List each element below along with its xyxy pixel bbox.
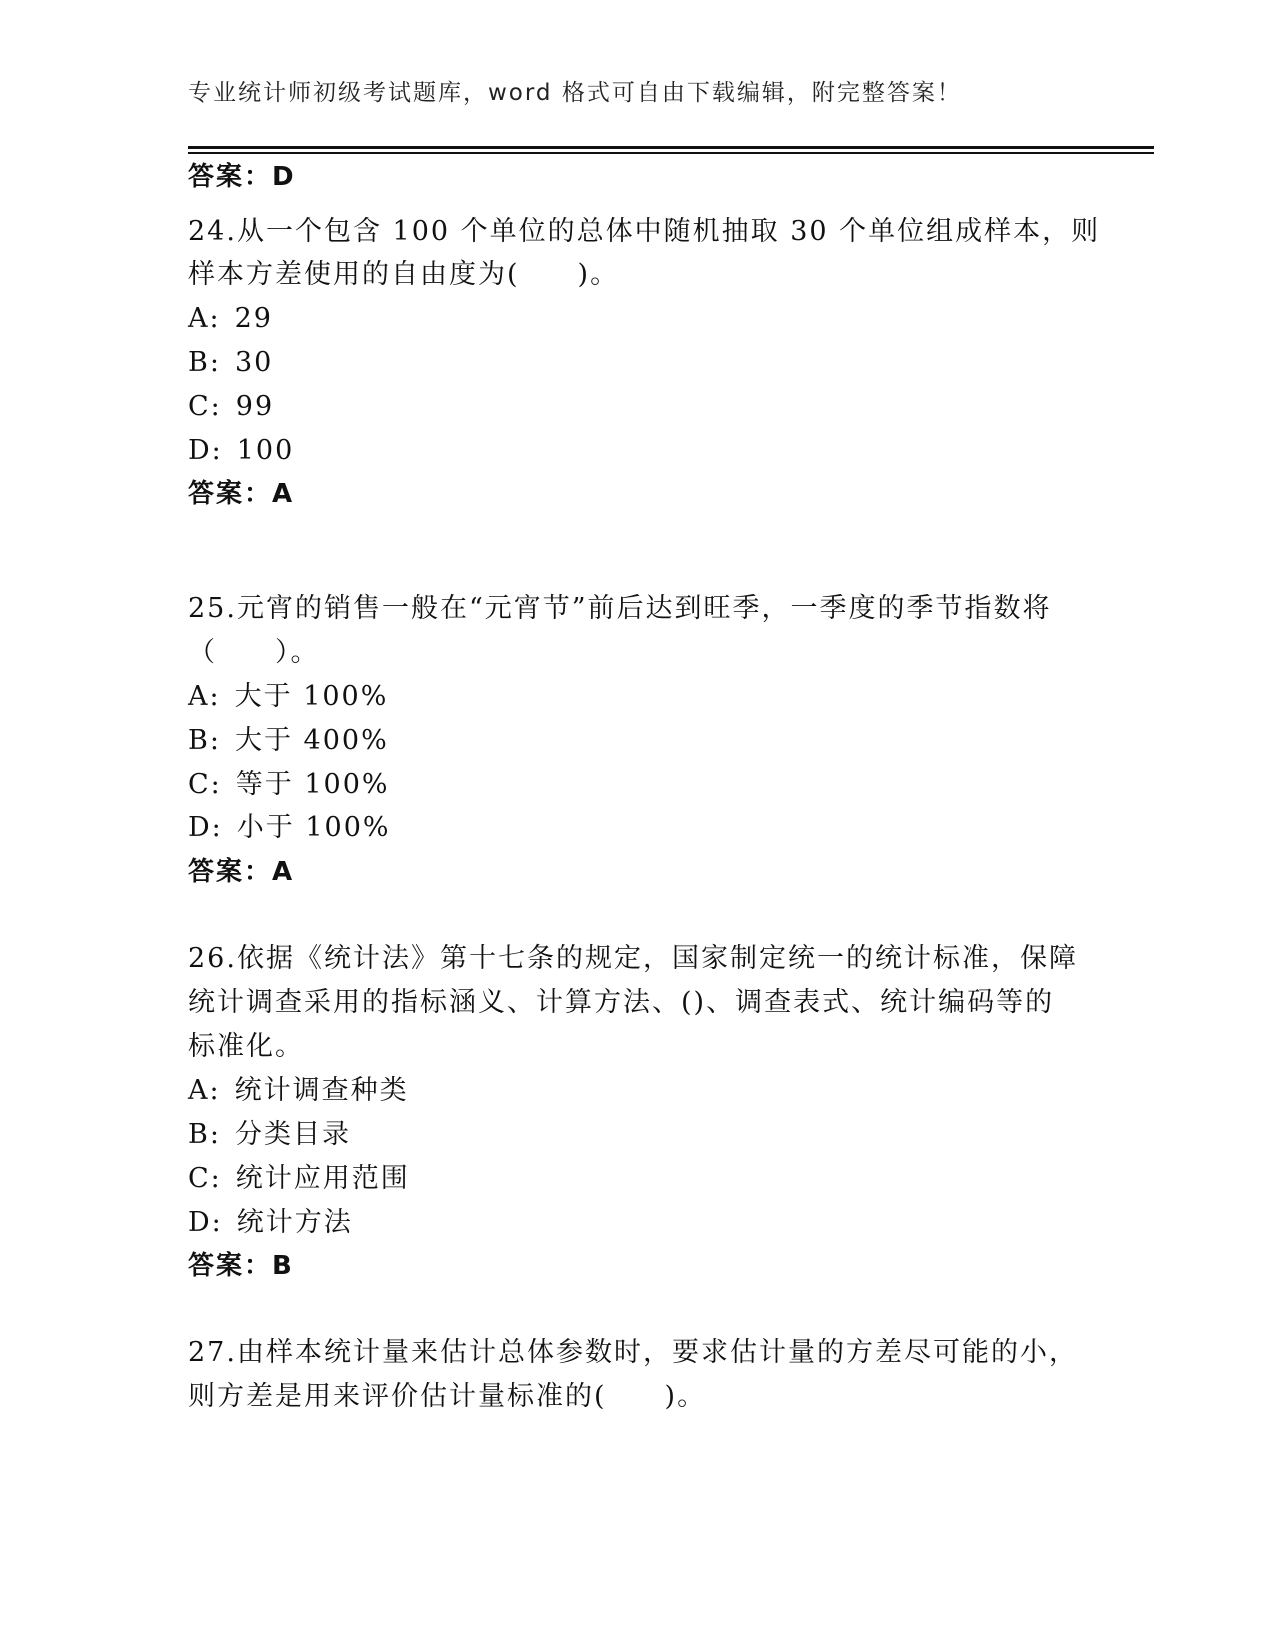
- option-line: B: 分类目录: [188, 1119, 351, 1150]
- question-text: 26.依据《统计法》第十七条的规定，国家制定统一的统计标准，保障: [188, 943, 1078, 974]
- option-line: C: 统计应用范围: [188, 1163, 410, 1194]
- header-rule-thick: [188, 146, 1154, 149]
- question-text: （ ）。: [188, 637, 320, 668]
- option-line: A: 大于 100%: [188, 681, 389, 712]
- option-line: D: 统计方法: [188, 1207, 353, 1238]
- question-text: 27.由样本统计量来估计总体参数时，要求估计量的方差尽可能的小，: [188, 1337, 1078, 1368]
- option-line: B: 30: [188, 347, 274, 378]
- answer-line: 答案：B: [188, 1251, 294, 1281]
- question-text: 样本方差使用的自由度为( )。: [188, 259, 620, 290]
- question-text: 24.从一个包含 100 个单位的总体中随机抽取 30 个单位组成样本，则: [188, 216, 1101, 247]
- header-rule-thin: [188, 152, 1154, 154]
- option-line: C: 等于 100%: [188, 769, 390, 800]
- option-line: A: 29: [188, 303, 273, 334]
- question-text: 统计调查采用的指标涵义、计算方法、()、调查表式、统计编码等的: [188, 987, 1055, 1018]
- option-line: D: 小于 100%: [188, 812, 391, 843]
- question-text: 则方差是用来评价估计量标准的( )。: [188, 1381, 707, 1412]
- option-line: D: 100: [188, 435, 295, 466]
- question-text: 标准化。: [188, 1031, 304, 1062]
- answer-line: 答案：D: [188, 162, 296, 192]
- answer-line: 答案：A: [188, 857, 295, 887]
- option-line: C: 99: [188, 391, 275, 422]
- option-line: B: 大于 400%: [188, 725, 389, 756]
- answer-line: 答案：A: [188, 479, 295, 509]
- question-text: 25.元宵的销售一般在“元宵节”前后达到旺季，一季度的季节指数将: [188, 593, 1052, 624]
- option-line: A: 统计调查种类: [188, 1075, 409, 1106]
- page-header: 专业统计师初级考试题库，word 格式可自由下载编辑，附完整答案！: [188, 80, 962, 106]
